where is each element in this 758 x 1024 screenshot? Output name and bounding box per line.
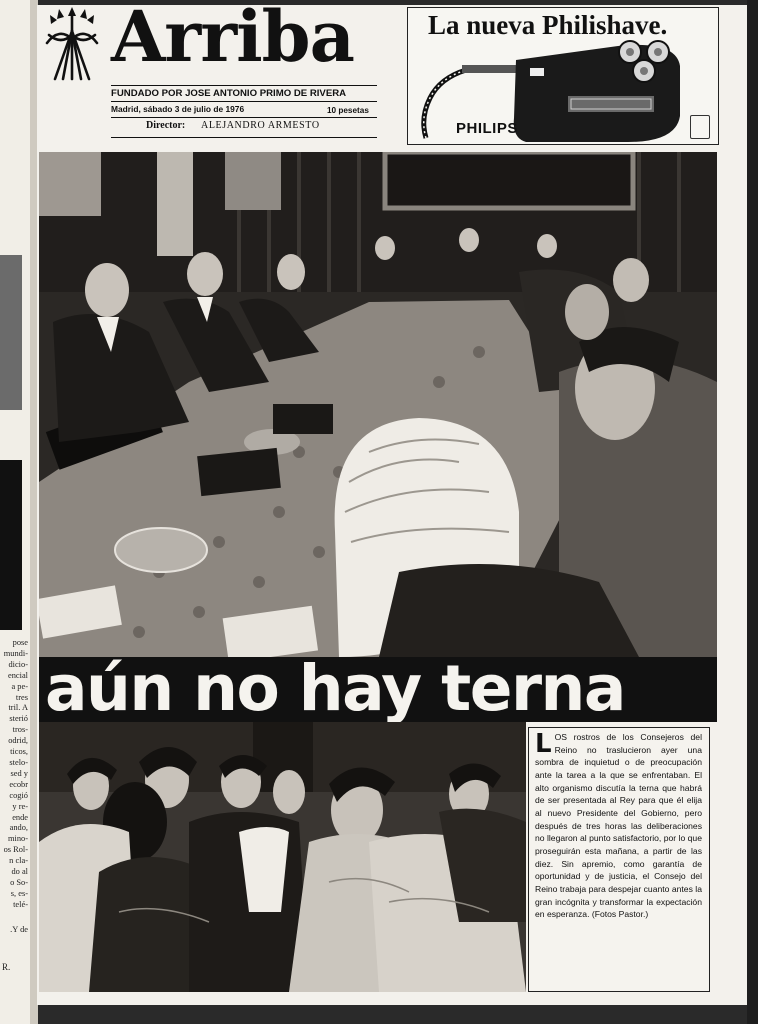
headline-banner — [39, 657, 717, 722]
main-headline: aún no hay terna — [45, 657, 625, 722]
caption-dropcap: L — [535, 729, 552, 759]
masthead-rule-bottom — [111, 137, 377, 138]
masthead-subtitle: FUNDADO POR JOSE ANTONIO PRIMO DE RIVERA — [111, 88, 347, 99]
ad-headline: La nueva Philishave. — [428, 10, 668, 40]
director-label: Director: — [146, 120, 186, 131]
price: 10 pesetas — [327, 106, 369, 115]
photo-caption-box — [528, 727, 710, 992]
councillors-group-photo — [39, 722, 526, 992]
masthead-rule-middle — [111, 101, 377, 102]
front-page — [37, 0, 747, 1005]
philips-advertisement — [407, 7, 719, 145]
left-page-text-fragments: pose mundi- dicio- encial a pe- tres tril. A sterió tros- odrid, ticos, stelo- sed y ecobr cogió y re- ende ando, mino- os Rol- n cla- do al o So- s, es- telé- .Y de — [3, 638, 28, 934]
caption-body: OS rostros de los Consejeros del Reino no traslucieron ayer una sombra de inquietud o de preocupación ante la tarea a la que se enfrentaban. El alto organismo discutía la terna que habrá de ser presentada al Rey para que él elija al nuevo Presidente del Gobierno, pero después de tres horas las deliberaciones no llegaron al punto satisfactorio, por lo que proseguirán esta mañana, a partir de las diez. Sin apremio, como garantía de oportunidad y de justicia, el Consejo del Reino trabaja para despejar cuanto antes la gran incógnita y transformar la expectación en esperanza. (Fotos Pastor.) — [535, 732, 702, 920]
masthead-rule-top — [111, 85, 377, 86]
masthead-rule-lower — [111, 117, 377, 118]
director-name: ALEJANDRO ARMESTO — [201, 120, 320, 131]
page-right-edge — [747, 0, 758, 1024]
newspaper-logo: Arriba — [111, 0, 354, 78]
left-page-strip — [0, 0, 30, 1024]
left-page-photo — [0, 255, 22, 410]
council-meeting-photo — [39, 152, 717, 657]
ad-brand: PHILIPS — [456, 120, 518, 137]
philips-shield-icon — [690, 115, 710, 139]
caption-text — [535, 731, 702, 921]
left-page-corner-mark: R. — [2, 962, 11, 972]
dateline: Madrid, sábado 3 de julio de 1976 — [111, 104, 245, 114]
left-page-dark-block — [0, 460, 22, 630]
yoke-and-arrows-icon — [41, 5, 103, 85]
